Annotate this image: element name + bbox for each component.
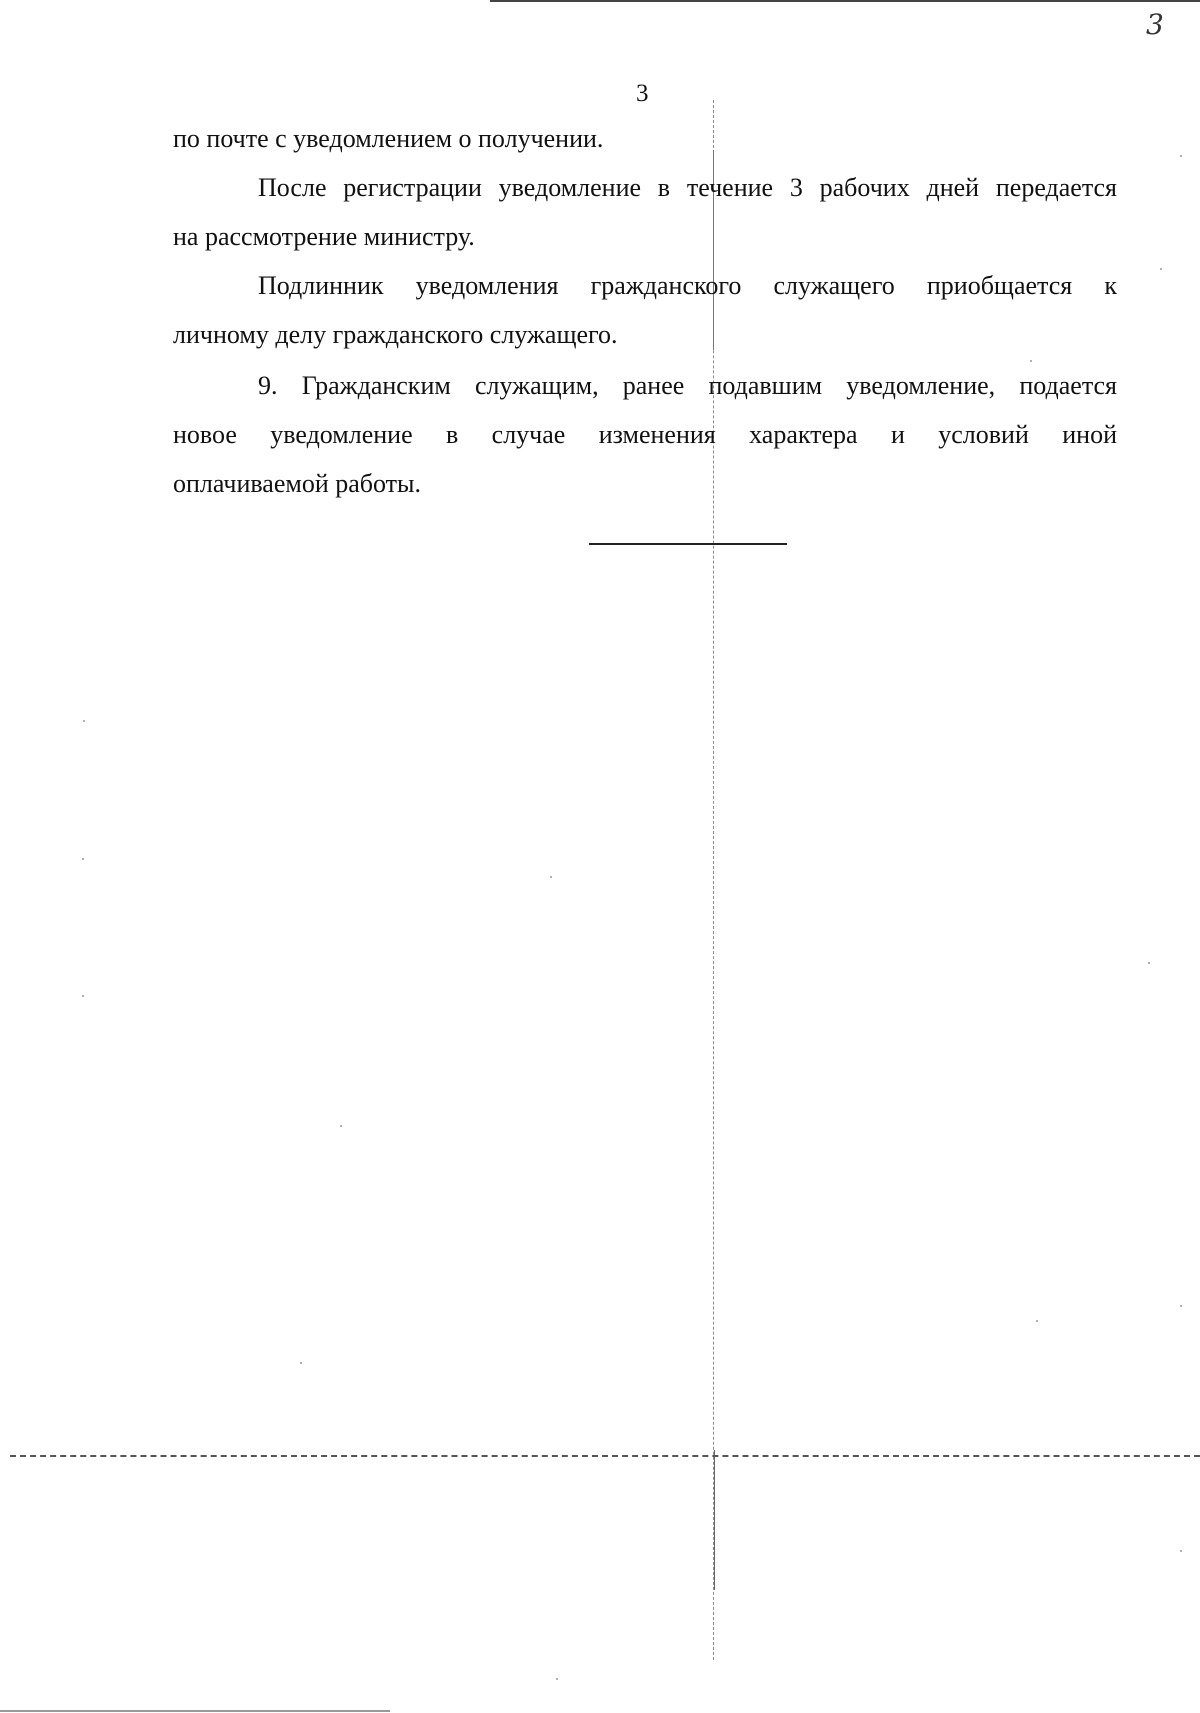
scan-speck: [1160, 268, 1162, 270]
scan-speck: [82, 858, 84, 860]
scan-speck: [1148, 962, 1150, 964]
text-line: на рассмотрение министру.: [173, 222, 475, 251]
scan-speck: [1030, 360, 1032, 362]
scan-speck: [300, 1362, 302, 1364]
text-line: Подлинник уведомления гражданского служащего приобщается к: [258, 271, 1117, 300]
fold-line-horizontal: [10, 1455, 1200, 1457]
page-number: 3: [636, 80, 649, 107]
handwritten-page-number: 3: [1146, 8, 1164, 41]
scan-speck: [556, 1678, 558, 1680]
scan-speck: [1036, 1320, 1038, 1322]
scan-speck: [340, 1125, 342, 1127]
scan-top-edge: [490, 0, 1200, 2]
scan-speck: [1180, 1550, 1182, 1552]
text-line: по почте с уведомлением о получении.: [173, 124, 604, 153]
scan-speck: [1180, 1305, 1182, 1307]
end-rule: [589, 543, 787, 545]
scan-bottom-edge: [0, 1710, 390, 1712]
scan-speck: [550, 876, 552, 878]
scan-speck: [1180, 155, 1182, 157]
scan-speck: [83, 720, 85, 722]
text-line: 9. Гражданским служащим, ранее подавшим уведомление, подается: [258, 371, 1117, 400]
text-line: новое уведомление в случае изменения характера и условий иной: [173, 420, 1117, 449]
scan-speck: [82, 995, 84, 997]
text-line: оплачиваемой работы.: [173, 469, 422, 498]
text-line: После регистрации уведомление в течение 3 рабочих дней передается: [258, 173, 1117, 202]
text-line: личному делу гражданского служащего.: [173, 320, 618, 349]
fold-line-vertical-segment: [714, 1450, 715, 1590]
